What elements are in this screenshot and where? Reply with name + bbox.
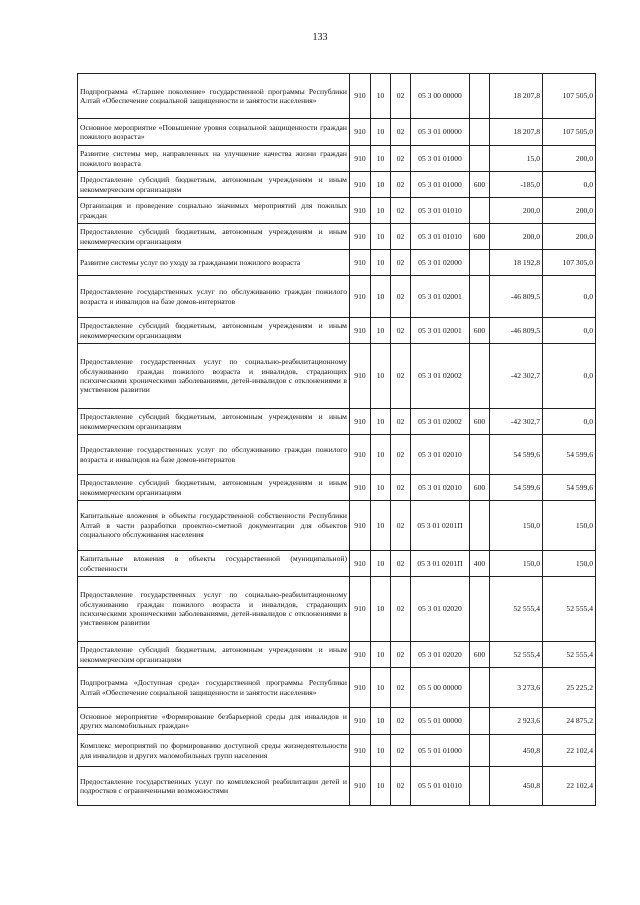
row-sum2-cell: 0,0 <box>543 172 596 198</box>
table-row <box>78 475 596 501</box>
row-sum1-cell: -46 809,5 <box>490 318 543 344</box>
row-vr-cell <box>470 668 490 708</box>
row-rz-cell: 10 <box>371 642 391 668</box>
row-ved-cell: 910 <box>350 668 371 708</box>
row-vr-cell: 600 <box>470 172 490 198</box>
row-name-cell: Организация и проведение социально значимых мероприятий для пожилых граждан <box>78 198 350 224</box>
row-ved-cell: 910 <box>350 501 371 551</box>
row-pr-cell: 02 <box>391 475 411 501</box>
table-row <box>78 501 596 551</box>
row-name-cell: Основное мероприятие «Повышение уровня социальной защищенности граждан пожилого возраста» <box>78 119 350 146</box>
row-sum2-cell: 52 555,4 <box>543 642 596 668</box>
row-ved-cell: 910 <box>350 551 371 577</box>
row-rz-cell: 10 <box>371 501 391 551</box>
row-sum1-cell: 150,0 <box>490 501 543 551</box>
row-sum1-cell: 52 555,4 <box>490 577 543 642</box>
row-vr-cell <box>470 146 490 172</box>
row-pr-cell: 02 <box>391 198 411 224</box>
row-pr-cell: 02 <box>391 344 411 409</box>
table-row <box>78 276 596 318</box>
table-row <box>78 146 596 172</box>
row-sum1-cell: 200,0 <box>490 198 543 224</box>
row-ved-cell: 910 <box>350 250 371 276</box>
table-row <box>78 577 596 642</box>
row-ved-cell: 910 <box>350 276 371 318</box>
row-sum2-cell: 52 555,4 <box>543 577 596 642</box>
row-csr-cell: 05 3 01 02002 <box>411 344 470 409</box>
row-sum1-cell: -46 809,5 <box>490 276 543 318</box>
row-vr-cell: 600 <box>470 224 490 250</box>
table-row <box>78 119 596 146</box>
row-sum1-cell: -185,0 <box>490 172 543 198</box>
row-csr-cell: 05 3 01 0201П <box>411 501 470 551</box>
row-vr-cell <box>470 767 490 806</box>
row-rz-cell: 10 <box>371 435 391 475</box>
row-name-cell: Предоставление государственных услуг по обслуживанию граждан пожилого возраста и инвалидов на базе домов-интернатов <box>78 276 350 318</box>
row-name-cell: Комплекс мероприятий по формированию доступной среды жизнедеятельности для инвалидов и других маломобильных групп населения <box>78 735 350 767</box>
row-vr-cell <box>470 501 490 551</box>
row-ved-cell: 910 <box>350 74 371 119</box>
row-name-cell: Капитальные вложения в объекты государственной собственности Республики Алтай в части разработки проектно-сметной документации для объектов социального обслуживания населения <box>78 501 350 551</box>
row-sum1-cell: 52 555,4 <box>490 642 543 668</box>
row-pr-cell: 02 <box>391 74 411 119</box>
row-csr-cell: 05 3 01 01010 <box>411 224 470 250</box>
row-sum2-cell: 0,0 <box>543 344 596 409</box>
row-sum1-cell: -42 302,7 <box>490 409 543 435</box>
row-ved-cell: 910 <box>350 198 371 224</box>
row-sum1-cell: 54 599,6 <box>490 475 543 501</box>
row-rz-cell: 10 <box>371 74 391 119</box>
row-sum2-cell: 54 599,6 <box>543 435 596 475</box>
row-pr-cell: 02 <box>391 224 411 250</box>
row-sum1-cell: 18 192,8 <box>490 250 543 276</box>
row-sum1-cell: 450,8 <box>490 735 543 767</box>
row-sum2-cell: 25 225,2 <box>543 668 596 708</box>
row-name-cell: Подпрограмма «Доступная среда» государственной программы Республики Алтай «Обеспечение социальной защищенности и занятости населения» <box>78 668 350 708</box>
row-vr-cell <box>470 276 490 318</box>
row-name-cell: Предоставление государственных услуг по социально-реабилитационному обслуживанию граждан пожилого возраста и инвалидов, страдающих психическими хроническими заболеваниями, детей-инвалидов с отклонениями в умственном развитии <box>78 577 350 642</box>
row-rz-cell: 10 <box>371 708 391 735</box>
row-ved-cell: 910 <box>350 767 371 806</box>
row-sum1-cell: 18 207,8 <box>490 119 543 146</box>
row-sum1-cell: 3 273,6 <box>490 668 543 708</box>
row-sum2-cell: 200,0 <box>543 146 596 172</box>
row-sum2-cell: 150,0 <box>543 501 596 551</box>
row-csr-cell: 05 5 01 00000 <box>411 708 470 735</box>
row-vr-cell <box>470 735 490 767</box>
row-rz-cell: 10 <box>371 475 391 501</box>
table-row <box>78 198 596 224</box>
row-sum2-cell: 200,0 <box>543 198 596 224</box>
table-row <box>78 74 596 119</box>
row-name-cell: Основное мероприятие «Формирование безбарьерной среды для инвалидов и других маломобильных граждан» <box>78 708 350 735</box>
row-rz-cell: 10 <box>371 172 391 198</box>
row-pr-cell: 02 <box>391 276 411 318</box>
row-sum2-cell: 150,0 <box>543 551 596 577</box>
row-ved-cell: 910 <box>350 318 371 344</box>
table-row <box>78 224 596 250</box>
row-sum2-cell: 107 505,0 <box>543 119 596 146</box>
row-name-cell: Предоставление субсидий бюджетным, автономным учреждениям и иным некоммерческим организациям <box>78 642 350 668</box>
row-sum2-cell: 0,0 <box>543 409 596 435</box>
row-vr-cell <box>470 198 490 224</box>
table-row <box>78 435 596 475</box>
row-vr-cell <box>470 435 490 475</box>
row-sum1-cell: 200,0 <box>490 224 543 250</box>
row-vr-cell <box>470 74 490 119</box>
table-row <box>78 409 596 435</box>
row-sum1-cell: 450,8 <box>490 767 543 806</box>
table-row <box>78 668 596 708</box>
table-row <box>78 708 596 735</box>
row-rz-cell: 10 <box>371 577 391 642</box>
row-sum1-cell: 15,0 <box>490 146 543 172</box>
row-ved-cell: 910 <box>350 435 371 475</box>
row-rz-cell: 10 <box>371 551 391 577</box>
row-sum2-cell: 107 305,0 <box>543 250 596 276</box>
row-sum1-cell: -42 302,7 <box>490 344 543 409</box>
row-csr-cell: 05 3 01 00000 <box>411 119 470 146</box>
row-pr-cell: 02 <box>391 668 411 708</box>
table-row <box>78 318 596 344</box>
row-rz-cell: 10 <box>371 198 391 224</box>
row-vr-cell: 400 <box>470 551 490 577</box>
row-sum1-cell: 18 207,8 <box>490 74 543 119</box>
row-name-cell: Капитальные вложения в объекты государственной (муниципальной) собственности <box>78 551 350 577</box>
row-pr-cell: 02 <box>391 708 411 735</box>
row-csr-cell: 05 3 01 02010 <box>411 435 470 475</box>
row-ved-cell: 910 <box>350 119 371 146</box>
row-sum2-cell: 107 505,0 <box>543 74 596 119</box>
row-vr-cell: 600 <box>470 409 490 435</box>
row-rz-cell: 10 <box>371 735 391 767</box>
row-name-cell: Предоставление субсидий бюджетным, автономным учреждениям и иным некоммерческим организациям <box>78 475 350 501</box>
row-pr-cell: 02 <box>391 250 411 276</box>
row-vr-cell <box>470 708 490 735</box>
row-pr-cell: 02 <box>391 642 411 668</box>
row-vr-cell <box>470 577 490 642</box>
row-csr-cell: 05 3 01 02010 <box>411 475 470 501</box>
row-vr-cell <box>470 250 490 276</box>
row-rz-cell: 10 <box>371 276 391 318</box>
page-number: 133 <box>312 32 328 43</box>
table-row <box>78 172 596 198</box>
row-csr-cell: 05 3 01 02020 <box>411 577 470 642</box>
row-vr-cell <box>470 344 490 409</box>
row-rz-cell: 10 <box>371 409 391 435</box>
row-rz-cell: 10 <box>371 119 391 146</box>
row-rz-cell: 10 <box>371 767 391 806</box>
row-csr-cell: 05 3 01 02020 <box>411 642 470 668</box>
row-name-cell: Предоставление государственных услуг по обслуживанию граждан пожилого возраста и инвалидов на базе домов-интернатов <box>78 435 350 475</box>
row-vr-cell <box>470 119 490 146</box>
row-ved-cell: 910 <box>350 224 371 250</box>
row-rz-cell: 10 <box>371 250 391 276</box>
row-pr-cell: 02 <box>391 409 411 435</box>
row-csr-cell: 05 5 00 00000 <box>411 668 470 708</box>
row-sum2-cell: 0,0 <box>543 318 596 344</box>
row-sum2-cell: 22 102,4 <box>543 767 596 806</box>
row-sum1-cell: 54 599,6 <box>490 435 543 475</box>
row-ved-cell: 910 <box>350 642 371 668</box>
table-row <box>78 642 596 668</box>
row-pr-cell: 02 <box>391 435 411 475</box>
table-row <box>78 735 596 767</box>
row-csr-cell: 05 3 01 01010 <box>411 198 470 224</box>
table-body <box>78 74 596 806</box>
row-sum2-cell: 22 102,4 <box>543 735 596 767</box>
table-row <box>78 344 596 409</box>
row-ved-cell: 910 <box>350 409 371 435</box>
row-sum2-cell: 54 599,6 <box>543 475 596 501</box>
row-name-cell: Предоставление субсидий бюджетным, автономным учреждениям и иным некоммерческим организациям <box>78 172 350 198</box>
table-row <box>78 767 596 806</box>
row-sum1-cell: 150,0 <box>490 551 543 577</box>
budget-table <box>77 73 596 806</box>
row-pr-cell: 02 <box>391 146 411 172</box>
row-name-cell: Развитие системы мер, направленных на улучшение качества жизни граждан пожилого возраста <box>78 146 350 172</box>
row-pr-cell: 02 <box>391 767 411 806</box>
row-rz-cell: 10 <box>371 318 391 344</box>
row-ved-cell: 910 <box>350 146 371 172</box>
row-name-cell: Предоставление субсидий бюджетным, автономным учреждениям и иным некоммерческим организациям <box>78 318 350 344</box>
row-csr-cell: 05 3 01 01000 <box>411 146 470 172</box>
row-vr-cell: 600 <box>470 318 490 344</box>
row-pr-cell: 02 <box>391 735 411 767</box>
row-csr-cell: 05 3 01 02000 <box>411 250 470 276</box>
row-csr-cell: 05 3 01 0201П <box>411 551 470 577</box>
row-ved-cell: 910 <box>350 475 371 501</box>
row-name-cell: Предоставление государственных услуг по комплексной реабилитации детей и подростков с ограниченными возможностями <box>78 767 350 806</box>
row-csr-cell: 05 3 01 02001 <box>411 276 470 318</box>
table-row <box>78 250 596 276</box>
row-csr-cell: 05 3 01 02002 <box>411 409 470 435</box>
row-name-cell: Предоставление государственных услуг по социально-реабилитационному обслуживанию граждан пожилого возраста и инвалидов, страдающих психическими хроническими заболеваниями, детей-инвалидов с отклонениями в умственном развитии <box>78 344 350 409</box>
row-sum2-cell: 0,0 <box>543 276 596 318</box>
row-pr-cell: 02 <box>391 172 411 198</box>
row-pr-cell: 02 <box>391 119 411 146</box>
row-ved-cell: 910 <box>350 172 371 198</box>
row-rz-cell: 10 <box>371 344 391 409</box>
row-rz-cell: 10 <box>371 146 391 172</box>
row-vr-cell: 600 <box>470 475 490 501</box>
row-name-cell: Предоставление субсидий бюджетным, автономным учреждениям и иным некоммерческим организациям <box>78 409 350 435</box>
row-ved-cell: 910 <box>350 735 371 767</box>
row-name-cell: Развитие системы услуг по уходу за гражданами пожилого возраста <box>78 250 350 276</box>
row-sum2-cell: 24 875,2 <box>543 708 596 735</box>
row-sum2-cell: 200,0 <box>543 224 596 250</box>
row-name-cell: Предоставление субсидий бюджетным, автономным учреждениям и иным некоммерческим организациям <box>78 224 350 250</box>
row-pr-cell: 02 <box>391 318 411 344</box>
row-name-cell: Подпрограмма «Старшее поколение» государственной программы Республики Алтай «Обеспечение социальной защищенности и занятости населения» <box>78 74 350 119</box>
row-csr-cell: 05 3 01 02001 <box>411 318 470 344</box>
row-ved-cell: 910 <box>350 708 371 735</box>
row-csr-cell: 05 3 00 00000 <box>411 74 470 119</box>
row-pr-cell: 02 <box>391 501 411 551</box>
row-vr-cell: 600 <box>470 642 490 668</box>
row-ved-cell: 910 <box>350 344 371 409</box>
table-row <box>78 551 596 577</box>
row-ved-cell: 910 <box>350 577 371 642</box>
row-pr-cell: 02 <box>391 551 411 577</box>
row-csr-cell: 05 5 01 01010 <box>411 767 470 806</box>
row-rz-cell: 10 <box>371 668 391 708</box>
row-csr-cell: 05 5 01 01000 <box>411 735 470 767</box>
row-rz-cell: 10 <box>371 224 391 250</box>
row-csr-cell: 05 3 01 01000 <box>411 172 470 198</box>
row-sum1-cell: 2 923,6 <box>490 708 543 735</box>
row-pr-cell: 02 <box>391 577 411 642</box>
